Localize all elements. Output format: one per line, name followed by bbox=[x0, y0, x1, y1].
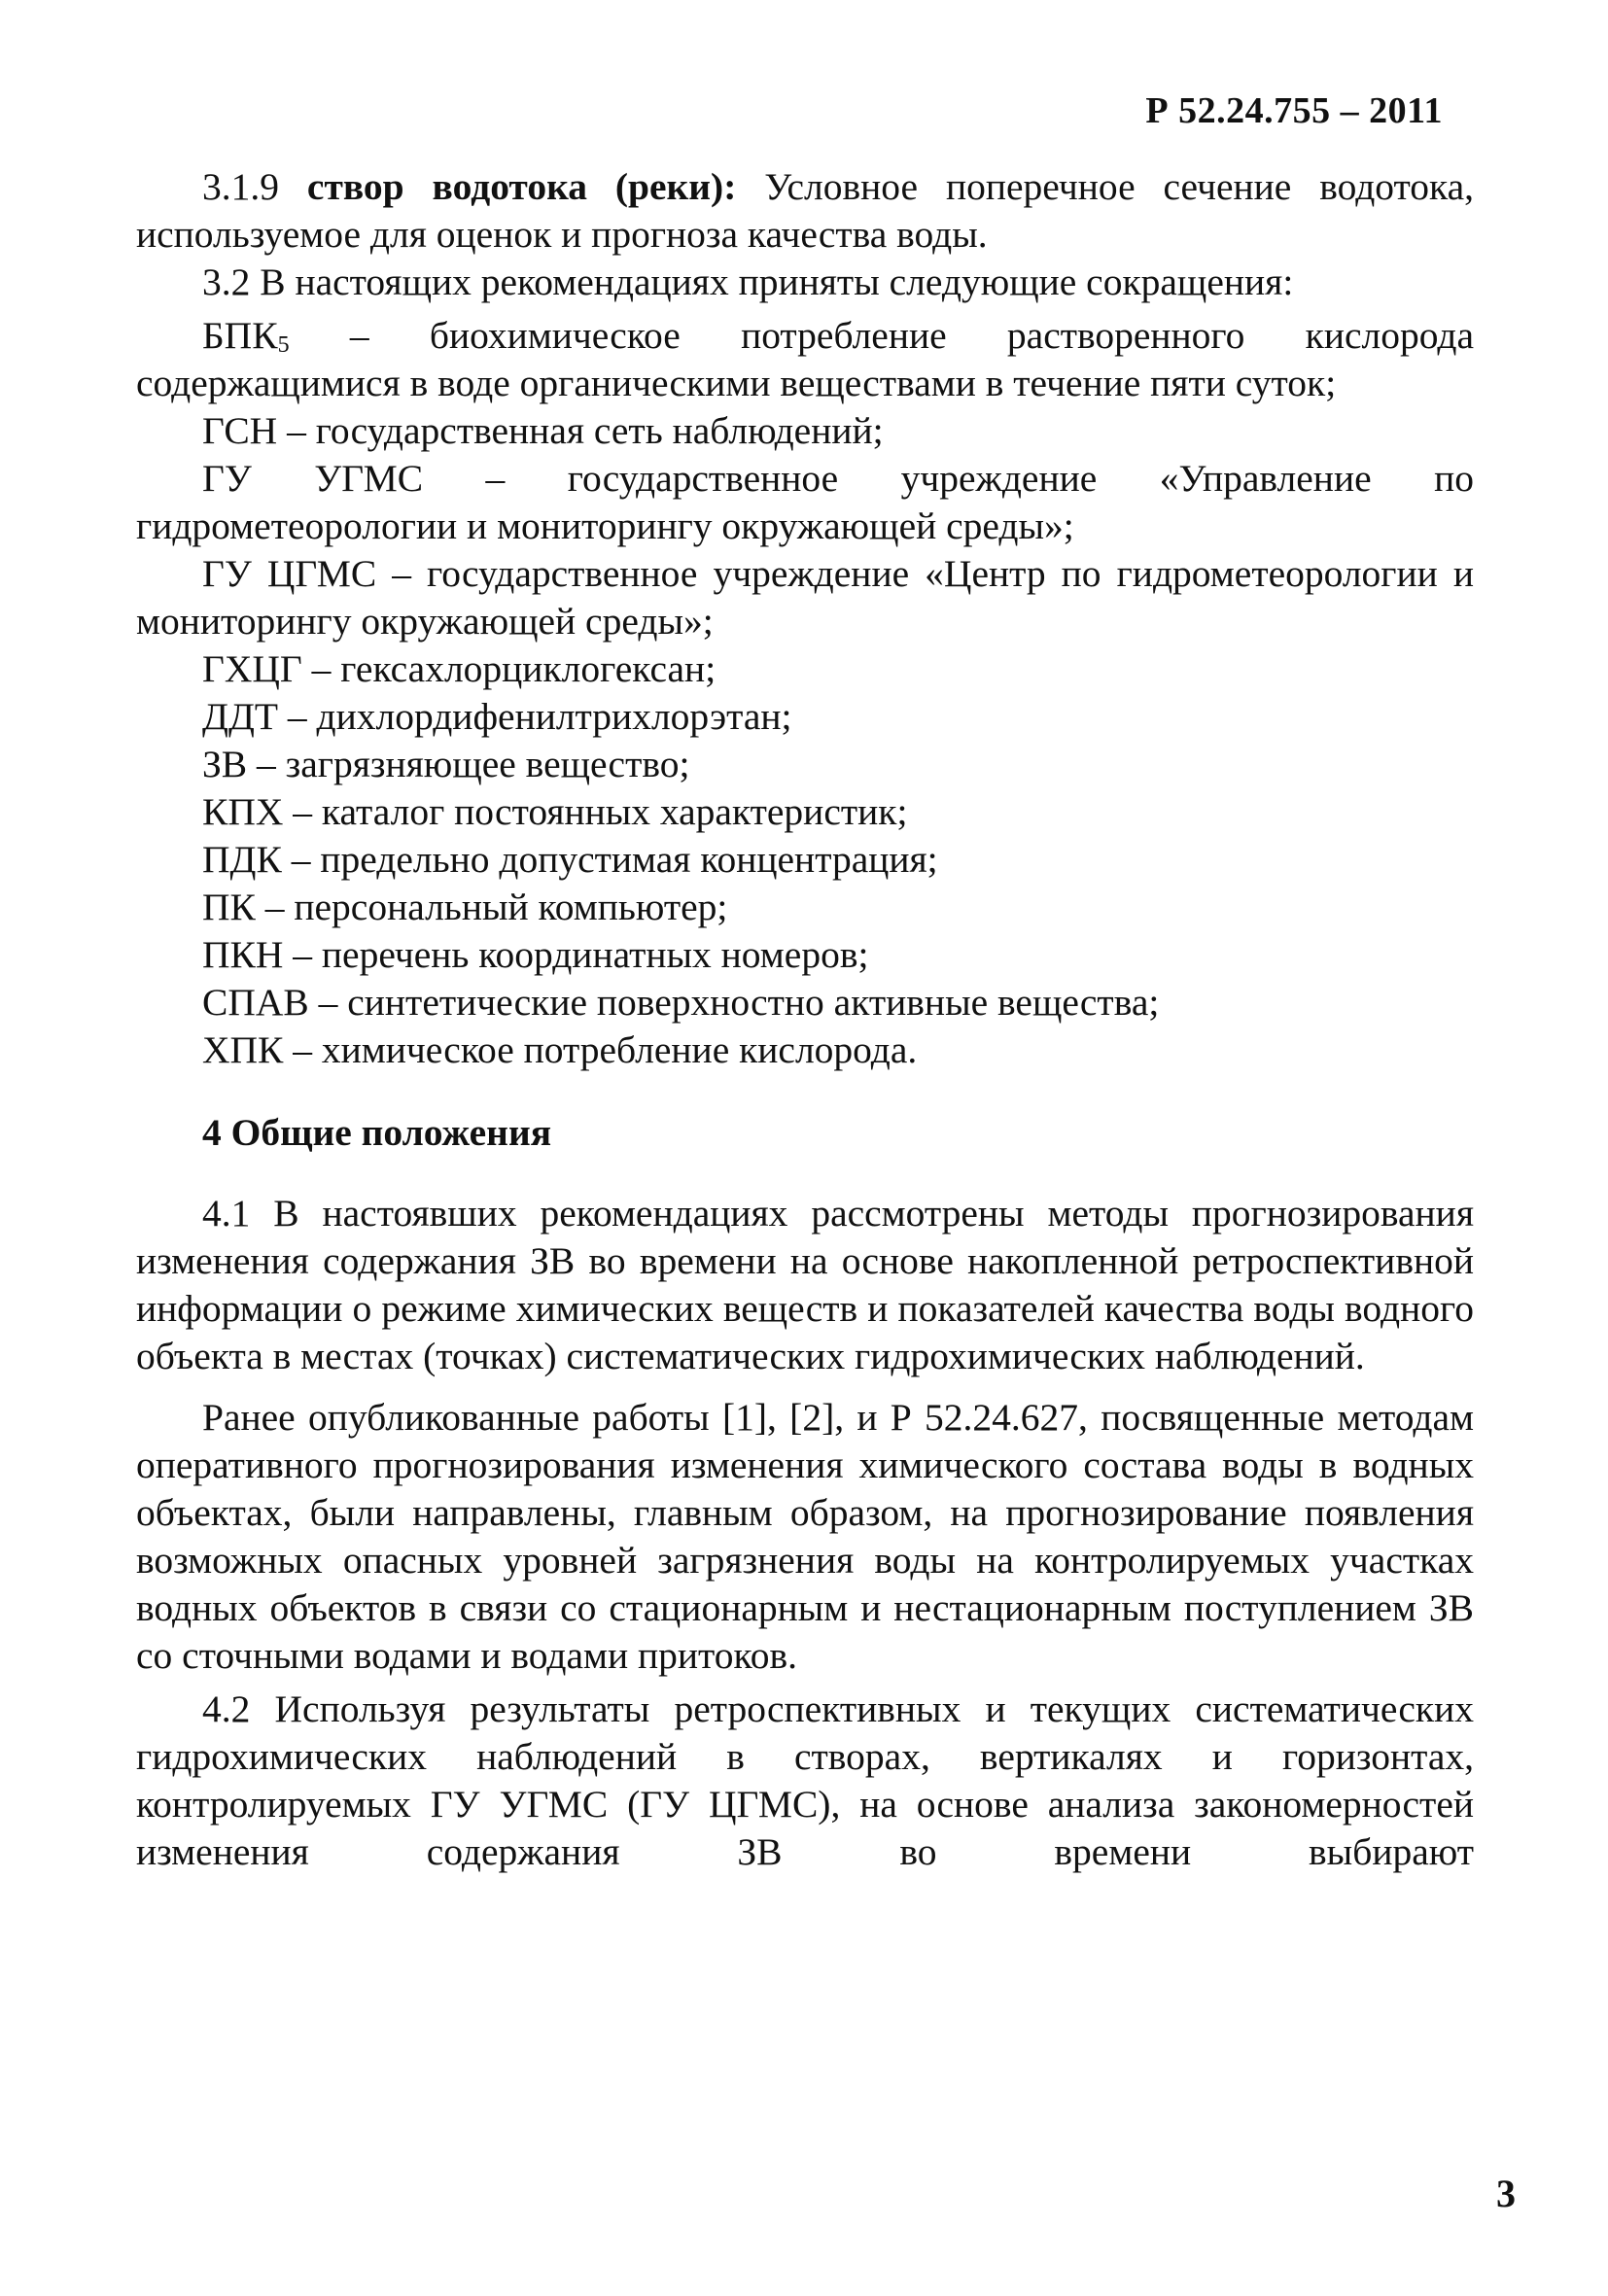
abbreviation-definition: – дихлордифенилтрихлорэтан; bbox=[278, 695, 792, 738]
main-text bbox=[136, 163, 1474, 1876]
abbreviation-definition: – государственное учреждение «Управление по гидрометеорологии и мониторингу окружающей среды»; bbox=[136, 457, 1474, 547]
abbreviation-term: СПАВ bbox=[202, 981, 309, 1024]
abbreviation-definition: – биохимическое потребление растворенного кислорода содержащимися в воде органическими веществами в течение пяти суток; bbox=[136, 314, 1474, 404]
abbreviation-entry bbox=[136, 741, 1474, 788]
abbreviation-definition: – загрязняющее вещество; bbox=[247, 743, 690, 785]
abbreviation-entry bbox=[136, 1026, 1474, 1074]
abbreviation-definition: – гексахлорциклогексан; bbox=[301, 647, 717, 690]
abbreviation-entry bbox=[136, 788, 1474, 836]
paragraph-4-1-continued: Ранее опубликованные работы [1], [2], и Р 52.24.627, посвященные методам оперативного прогнозирования изменения химического состава воды в водных объектах, были направлены, главным образом, на прогнозирование появления возможных опасных уровней загрязнения воды на контролируемых участках водных объектов в связи со стационарным и нестационарным поступлением ЗВ со сточными водами и водами притоков. bbox=[136, 1396, 1474, 1677]
paragraph-3-2: 3.2 В настоящих рекомендациях приняты следующие сокращения: bbox=[202, 261, 1294, 303]
abbreviation-term: ДДТ bbox=[202, 695, 279, 738]
abbreviation-entry bbox=[136, 550, 1474, 645]
abbreviation-entry bbox=[136, 693, 1474, 741]
abbreviation-definition: – перечень координатных номеров; bbox=[283, 933, 869, 976]
abbreviation-term: ХПК bbox=[202, 1028, 284, 1071]
abbreviation-term: ГСН bbox=[202, 409, 278, 452]
abbreviation-definition: – государственная сеть наблюдений; bbox=[277, 409, 884, 452]
paragraph-3-1-9 bbox=[136, 163, 1474, 259]
abbreviation-term: БПК bbox=[202, 314, 278, 357]
abbreviation-entry bbox=[136, 884, 1474, 931]
abbreviation-definition: – предельно допустимая концентрация; bbox=[281, 838, 938, 881]
abbreviation-term: ЗВ bbox=[202, 743, 248, 785]
abbreviation-definition: – персональный компьютер; bbox=[255, 886, 728, 928]
abbreviation-definition: – синтетические поверхностно активные вещества; bbox=[308, 981, 1160, 1024]
abbreviations-list bbox=[136, 312, 1474, 1074]
abbreviation-entry bbox=[136, 455, 1474, 550]
abbreviation-entry bbox=[136, 407, 1474, 455]
abbreviation-entry bbox=[136, 836, 1474, 884]
abbreviation-definition: – государственное учреждение «Центр по гидрометеорологии и мониторингу окружающей среды»; bbox=[136, 552, 1474, 643]
abbreviation-definition: – каталог постоянных характеристик; bbox=[283, 790, 908, 833]
document-code: Р 52.24.755 – 2011 bbox=[1145, 90, 1443, 131]
abbreviation-subscript: 5 bbox=[277, 332, 290, 358]
paragraph-4-1: 4.1 В настоявших рекомендациях рассмотрены методы прогнозирования изменения содержания ЗВ во времени на основе накопленной ретроспективной информации о режиме химических веществ и показателей качества воды водного объекта в местах (точках) систематических гидрохимических наблюдений. bbox=[136, 1192, 1474, 1377]
abbreviation-term: ПК bbox=[202, 886, 256, 928]
abbreviation-entry bbox=[136, 645, 1474, 693]
abbreviation-term: ГУ ЦГМС bbox=[202, 552, 377, 595]
abbreviation-term: ГХЦГ bbox=[202, 647, 302, 690]
abbreviation-entry bbox=[136, 979, 1474, 1026]
definition-stvor-vodotoka: Условное поперечное сечение водотока, используемое для оценок и прогноза качества воды. bbox=[136, 165, 1475, 256]
term-stvor-vodotoka: створ водотока (реки): bbox=[306, 165, 737, 208]
page-number: 3 bbox=[1496, 2172, 1516, 2215]
paragraph-4-2: 4.2 Используя результаты ретроспективных и текущих систематических гидрохимических наблюдений в створах, вертикалях и горизонтах, контролируемых ГУ УГМС (ГУ ЦГМС), на основе анализа закономерностей изменения содержания ЗВ во времени выбирают bbox=[136, 1687, 1474, 1873]
abbreviation-entry bbox=[136, 312, 1474, 407]
clause-number-3-1-9: 3.1.9 bbox=[202, 165, 279, 208]
abbreviation-term: ПКН bbox=[202, 933, 284, 976]
section-heading-4: 4 Общие положения bbox=[202, 1111, 552, 1154]
abbreviation-term: ГУ УГМС bbox=[202, 457, 424, 500]
abbreviation-entry bbox=[136, 931, 1474, 979]
abbreviation-term: ПДК bbox=[202, 838, 282, 881]
abbreviation-term: КПХ bbox=[202, 790, 284, 833]
abbreviation-definition: – химическое потребление кислорода. bbox=[283, 1028, 918, 1071]
